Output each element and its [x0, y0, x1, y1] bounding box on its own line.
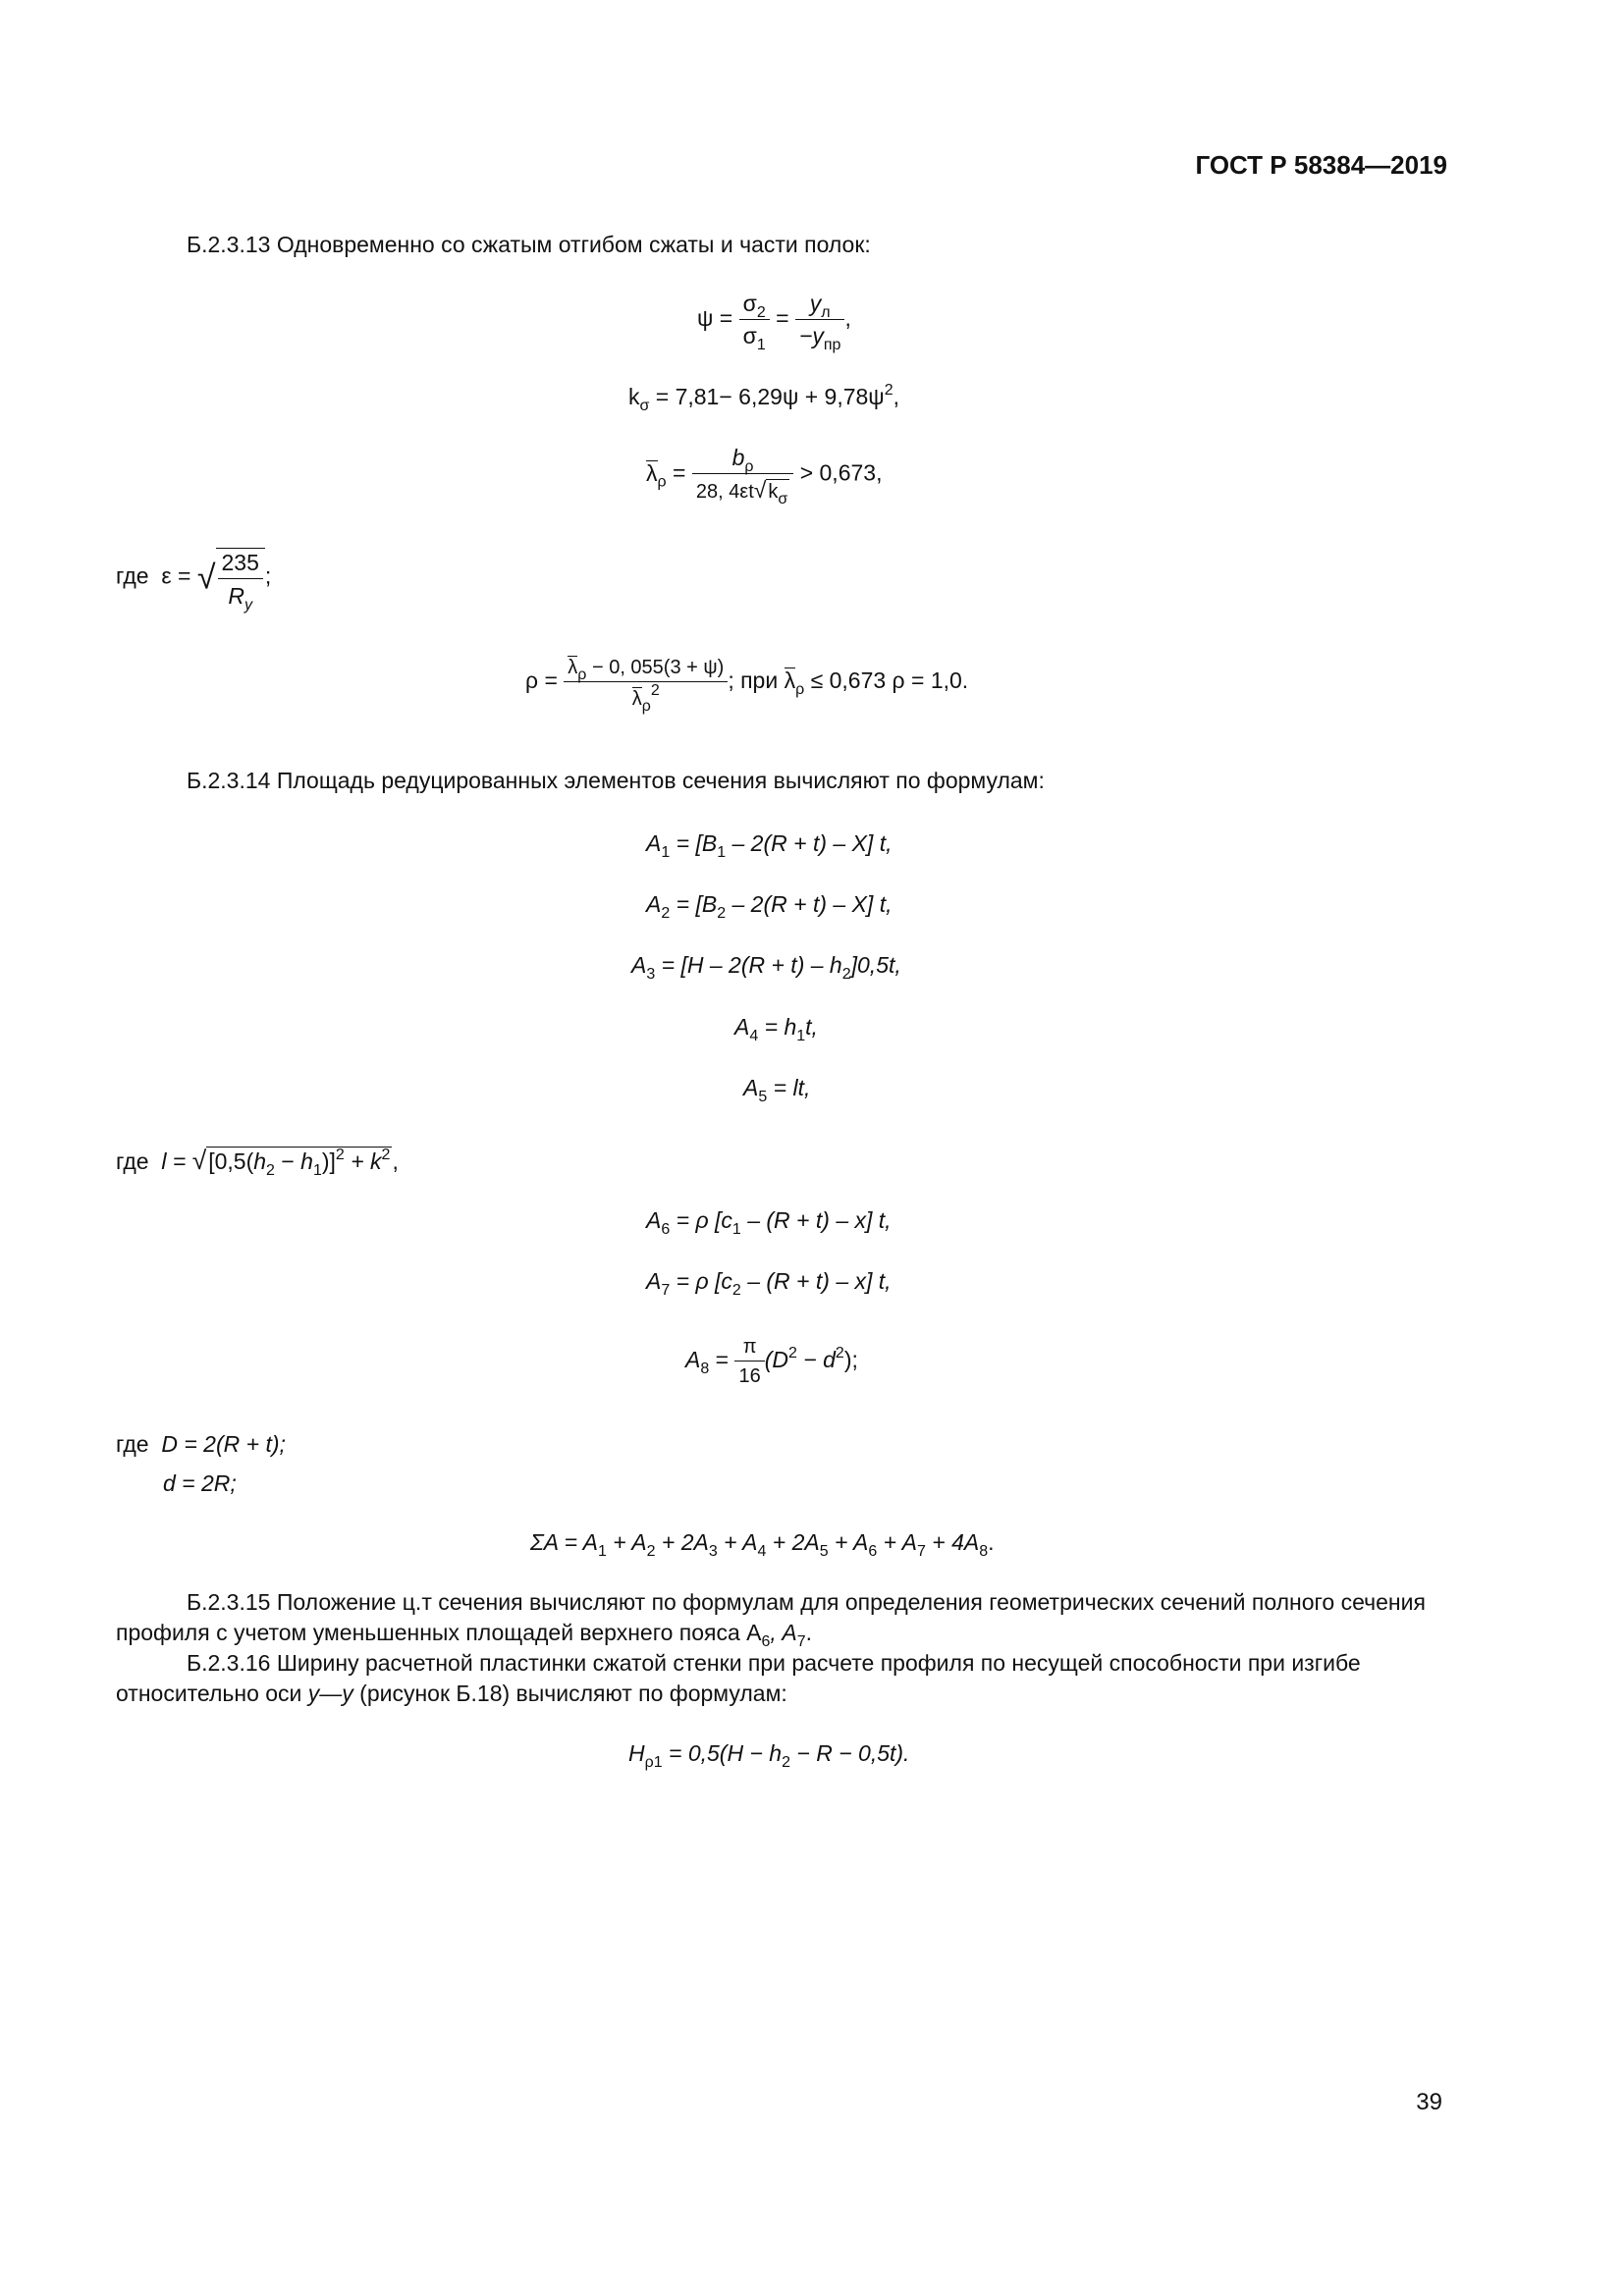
formula-A8: $A_8$ = $\frac{\pi}{16}$ $(D^2 - d^2)$;: [685, 1336, 858, 1387]
formula-A7: $A_7 = \rho$ $[c_2 - (R + t) - x]$ t,: [646, 1268, 892, 1299]
formula-A2: $A_2 = [B_2 - 2(R + t) - X]$ t,: [646, 891, 893, 922]
document-standard-number: ГОСТ Р 58384—2019: [1195, 150, 1447, 180]
formula-k-sigma: $k_\sigma = 7,81- 6,29\psi + 9,78\psi^2$,: [628, 382, 900, 414]
formula-psi: ψ = $\frac{\sigma_2}{\sigma_1}$ = $\frac{y_л}{-y_{пр}}$ ,: [697, 291, 851, 353]
formula-epsilon: где ε = √ $\frac{235}{R_y}$ ;: [116, 550, 272, 614]
formula-lambda-rho: $\lambda_\rho$ = $\frac{b_\rho}{28, 4\varepsilon t√ k_\sigma}$ > 0,673,: [646, 445, 883, 507]
section-b2313-text: Б.2.3.13 Одновременно со сжатым отгибом сжаты и части полок:: [187, 232, 871, 257]
formula-A1: $A_1 = [B_1 - 2(R + t) - X]$ t,: [646, 830, 893, 861]
section-b2316-text: Б.2.3.16 Ширину расчетной пластинки сжатой стенки при расчете профиля по несущей способности при изгибе относительно оси y—y (рисунок Б.18) вычисляют по формулам:: [116, 1650, 1361, 1706]
formula-d: d = 2R;: [163, 1470, 237, 1496]
formula-sum-A: $\Sigma A = A_1 + A_2 + 2A_3 + A_4 + 2A_5 + A_6 + A_7 + 4A_8$.: [530, 1529, 995, 1560]
formula-l: где $l = √[0,5(h_2 - h_1)]^2 + k^2$,: [116, 1146, 399, 1179]
formula-D: где D = 2(R + t);: [116, 1431, 286, 1457]
formula-rho: ρ = $\frac{\lambda_\rho - 0, 055(3 + \psi)}{\lambda_\rho^2}$ ; при $\lambda_\rho \le 0,673$ ρ = 1,0.: [525, 657, 969, 715]
section-b2315-text: Б.2.3.15 Положение ц.т сечения вычисляют по формулам для определения геометрических сечений полного сечения профиля с учетом уменьшенных площадей верхнего пояса $A_6$, $A_7$.: [116, 1589, 1426, 1650]
formula-A4: $A_4 = h_1t$,: [734, 1014, 818, 1044]
section-b2314-text: Б.2.3.14 Площадь редуцированных элементов сечения вычисляют по формулам:: [187, 768, 1045, 793]
formula-A3: $A_3 = [H - 2(R + t) - h_2]0,5t$,: [631, 952, 901, 983]
formula-A5: $A_5$ = lt,: [743, 1075, 811, 1105]
page-number: 39: [1416, 2089, 1442, 2115]
formula-H-rho1: $H_{\rho 1} = 0,5(H - h_2 - R - 0,5t)$.: [628, 1740, 910, 1771]
formula-A6: $A_6 = \rho$ $[c_1 - (R + t) - x]$ t,: [646, 1207, 892, 1238]
